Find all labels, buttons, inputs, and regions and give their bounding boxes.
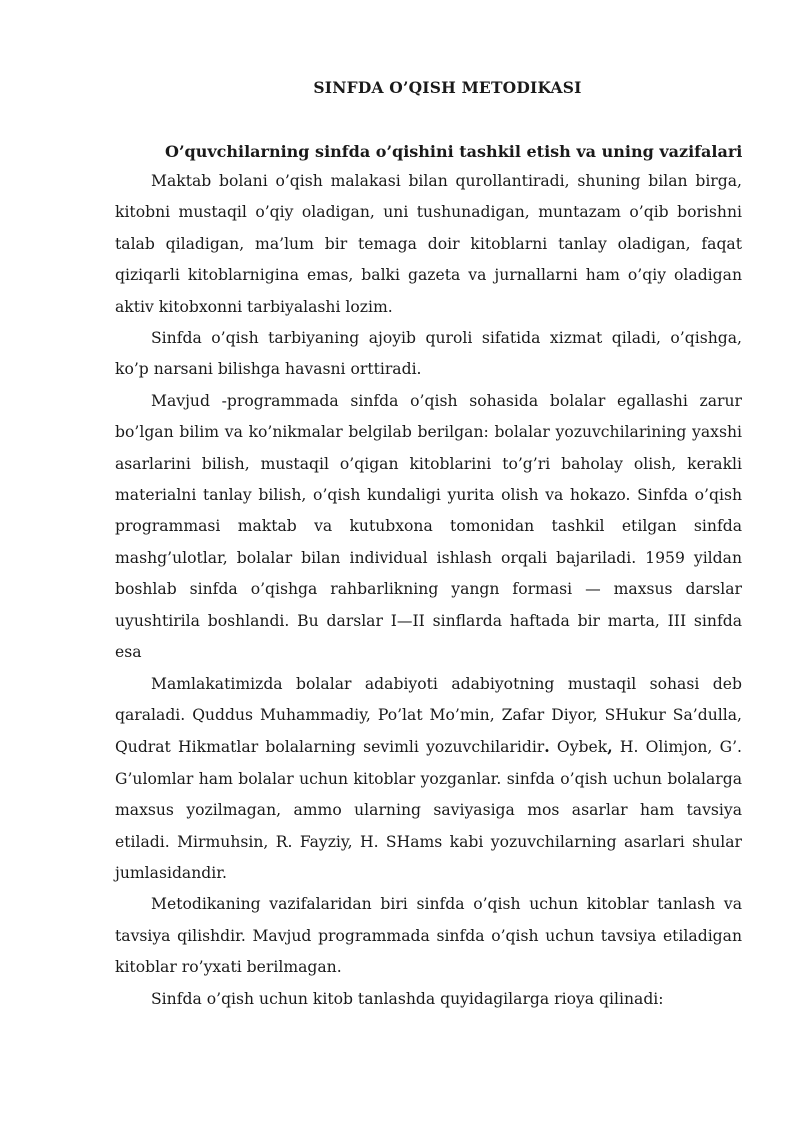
paragraph: Mavjud -programmada sinfda o’qish sohasida bolalar egallashi zarur bo’lgan bilim va ko’nikmalar belgilab berilgan: bolalar yozuvchilarining yaxshi asarlarini bilish, mustaqil o’qigan kitoblarini to’g’ri baholay olish, kerakli materialni tanlay bilish, o’qish kundaligi yurita olish va hokazo. Sinfda o’qish programmasi maktab va kutubxona tomonidan tashkil etilgan sinfda mashg’ulotlar, bolalar bilan individual ishlash orqali bajariladi. 1959 yildan boshlab sinfda o’qishga rahbarlikning yangn formasi — maxsus darslar uyushtirila boshlandi. Bu darslar I—II sinflarda haftada bir marta, III sinfda esa	[115, 391, 742, 662]
bold-punctuation: .	[544, 737, 550, 757]
paragraph: Sinfda o’qish uchun kitob tanlashda quyidagilarga rioya qilinadi:	[151, 989, 664, 1008]
paragraph-text: Mamlakatimizda bolalar adabiyoti adabiyotning mustaqil sohasi deb qaraladi. Quddus Muhammadiy, Po’lat Mo’min, Zafar Diyor, SHukur Sa’dulla, Qudrat Hikmatlar bolalarning sevimli yozuvchilaridir	[115, 674, 742, 757]
document-title: SINFDA O’QISH METODIKASI	[313, 78, 582, 97]
paragraph: Maktab bolani o’qish malakasi bilan qurollantiradi, shuning bilan birga, kitobni mustaqil o’qiy oladigan, uni tushunadigan, muntazam o’qib borishni talab qiladigan, ma’lum bir temaga doir kitoblarni tanlay oladigan, faqat qiziqarli kitoblarnigina emas, balki gazeta va jurnallarni ham o’qiy oladigan aktiv kitobxonni tarbiyalashi lozim.	[115, 172, 742, 316]
paragraph	[115, 669, 742, 890]
paragraph-text: Oybek	[549, 738, 608, 757]
paragraph: Sinfda o’qish tarbiyaning ajoyib quroli sifatida xizmat qiladi, o’qishga, ko’p narsani bilishga havasni orttiradi.	[115, 329, 742, 379]
section-subtitle: O’quvchilarning sinfda o’qishini tashkil etish va uning vazifalari	[165, 142, 743, 161]
paragraph: Metodikaning vazifalaridan biri sinfda o’qish uchun kitoblar tanlash va tavsiya qilishdir. Mavjud programmada sinfda o’qish uchun tavsiya etiladigan kitoblar ro’yxati berilmagan.	[115, 895, 742, 977]
document-page	[115, 74, 742, 1015]
paragraph-text: H. Olimjon, G’. G’ulomlar ham bolalar uchun kitoblar yozganlar. sinfda o’qish uchun bolalarga maxsus yozilmagan, ammo ularning saviyasiga mos asarlar ham tavsiya etiladi. Mirmuhsin, R. Fayziy, H. SHams kabi yozuvchilarning asarlari shular jumlasidandir.	[115, 738, 742, 882]
bold-punctuation: ,	[607, 737, 613, 757]
